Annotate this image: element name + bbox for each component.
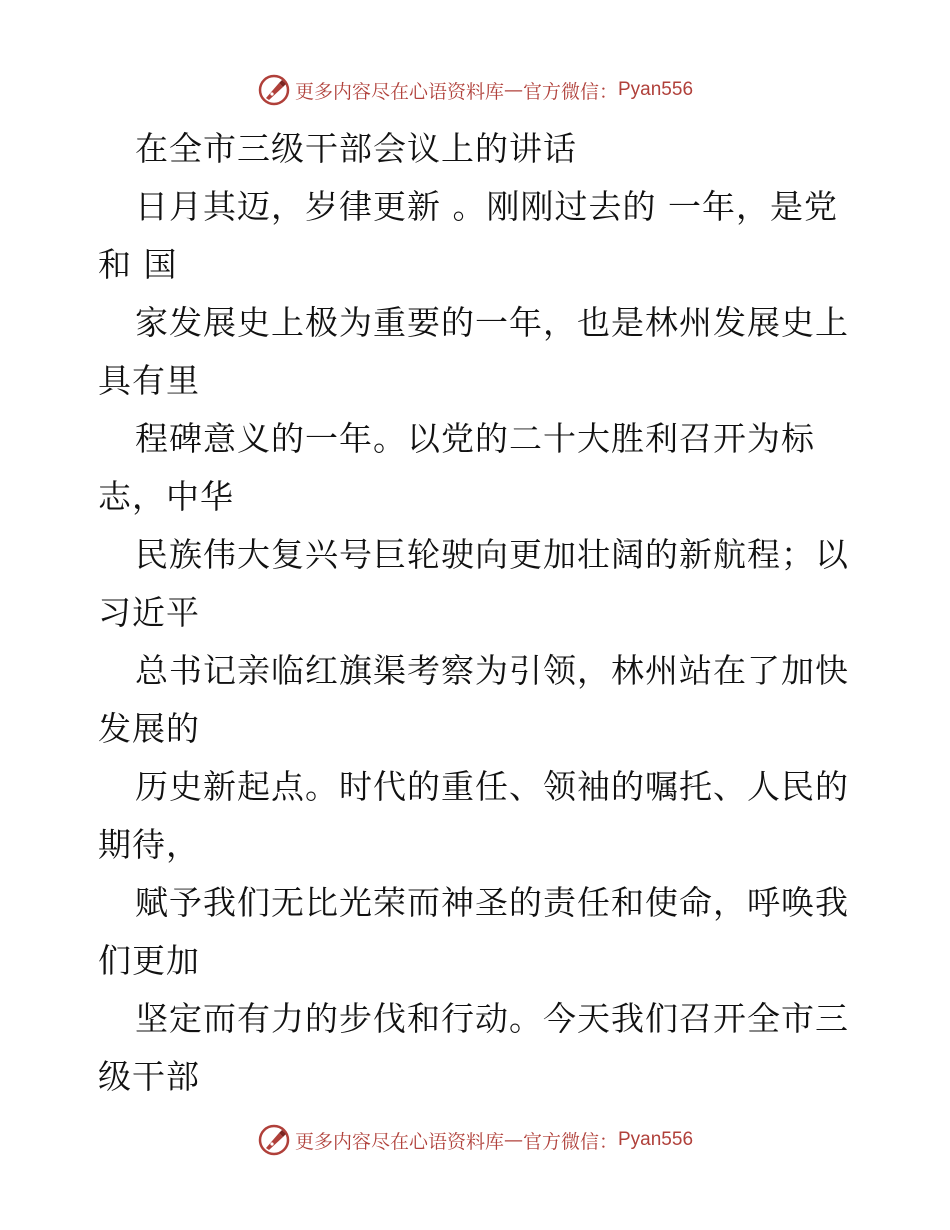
text-line: 历史新起点。时代的重任、领袖的嘱托、人民的: [135, 767, 849, 806]
text-line: 志，中华: [98, 477, 234, 516]
text-line: 坚定而有力的步伐和行动。今天我们召开全市三: [135, 999, 849, 1038]
text-line: 程碑意义的一年。以党的二十大胜利召开为标: [135, 419, 815, 458]
text-line: 日月其迈，岁律更新 。刚刚过去的 一年，是党: [135, 187, 838, 226]
watermark-wechat-id: Pyan556: [618, 79, 694, 100]
watermark-banner-top: [0, 70, 950, 110]
watermark-wechat-label: 官方微信：: [522, 1130, 618, 1153]
text-line: 们更加: [98, 941, 200, 980]
text-line: 具有里: [98, 361, 200, 400]
text-line: 级干部: [98, 1057, 200, 1096]
document-title: 在全市三级干部会议上的讲话: [135, 129, 577, 168]
watermark-separator: —: [503, 79, 523, 101]
text-line: 发展的: [98, 709, 200, 748]
watermark-banner-bottom: [0, 1120, 950, 1160]
text-line: 总书记亲临红旗渠考察为引领，林州站在了加快: [135, 651, 849, 690]
text-line: 赋予我们无比光荣而神圣的责任和使命，呼唤我: [135, 883, 849, 922]
watermark-text: 更多内容尽在心语资料库: [294, 80, 504, 103]
document-body: [98, 120, 858, 1106]
text-line: 和 国: [98, 245, 178, 284]
watermark-wechat-id: Pyan556: [618, 1129, 694, 1150]
text-line: 民族伟大复兴号巨轮驶向更加壮阔的新航程；以: [135, 535, 849, 574]
text-line: 家发展史上极为重要的一年，也是林州发展史上: [135, 303, 849, 342]
text-line: 期待，: [98, 825, 200, 864]
pen-nib-logo-icon: [257, 1123, 291, 1157]
watermark-separator: —: [503, 1129, 523, 1151]
watermark-wechat-label: 官方微信：: [522, 80, 618, 103]
pen-nib-logo-icon: [257, 73, 291, 107]
watermark-text: 更多内容尽在心语资料库: [294, 1130, 504, 1153]
text-line: 习近平: [98, 593, 200, 632]
